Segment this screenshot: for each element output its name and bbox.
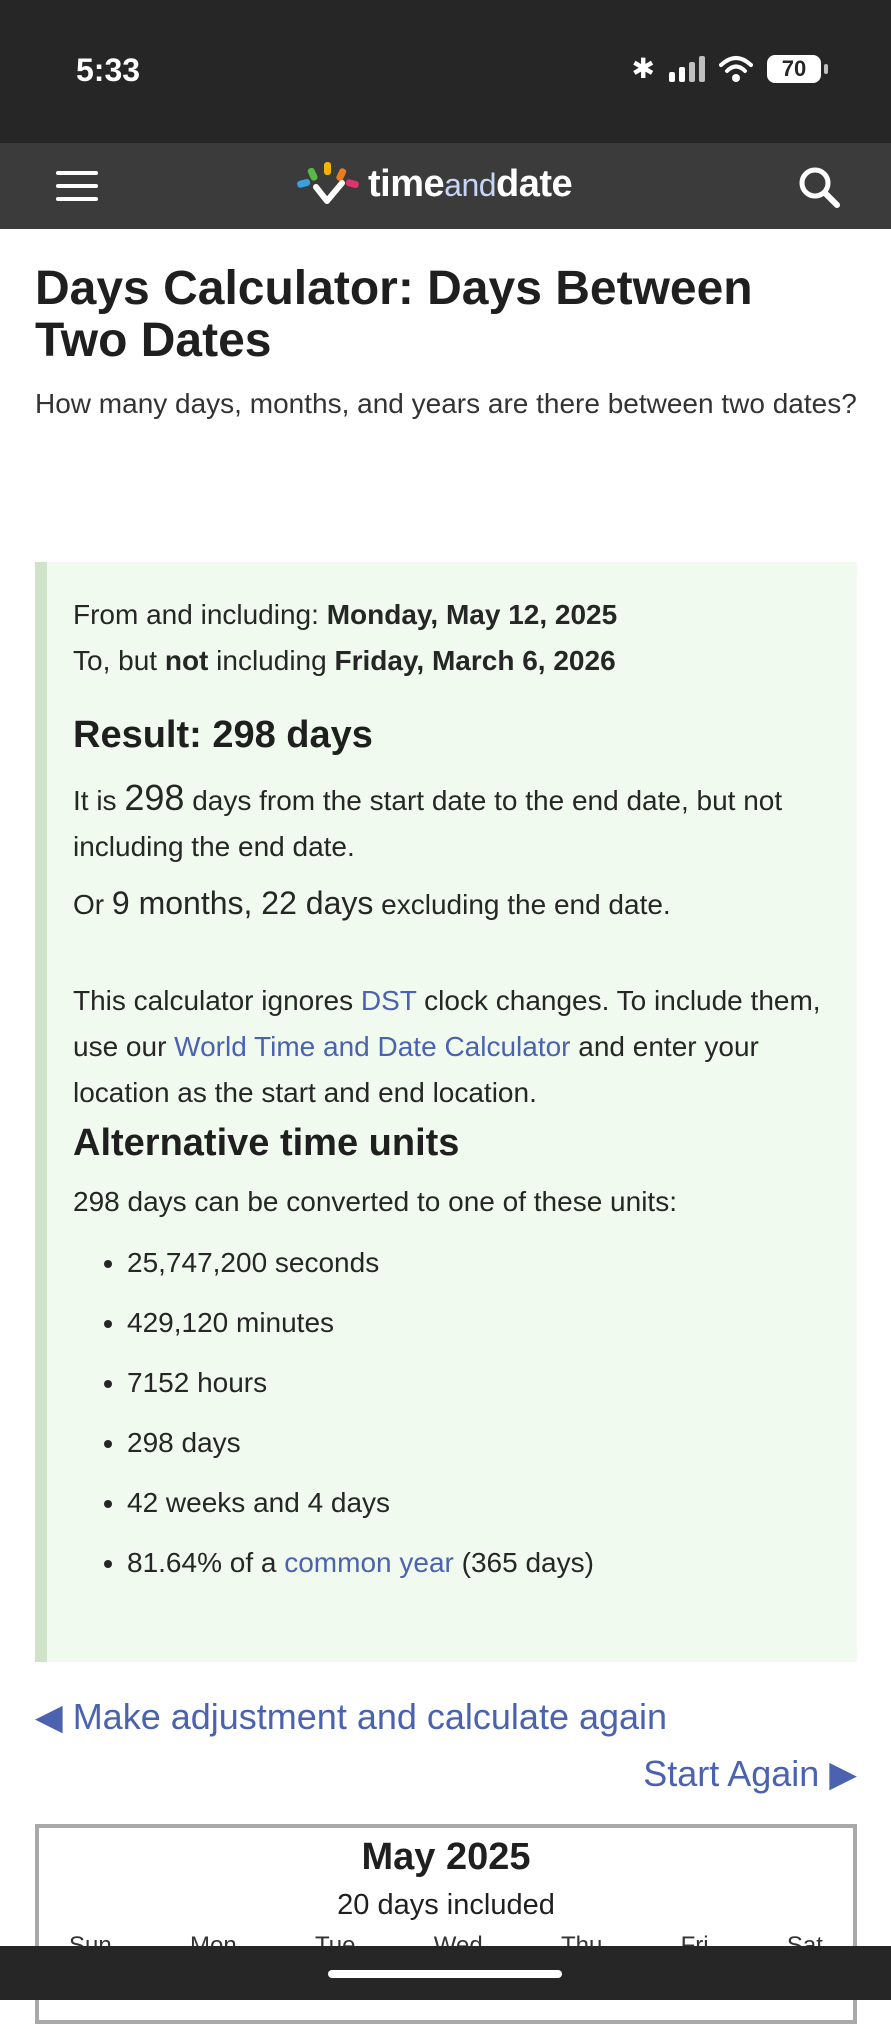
list-item: • 25,747,200 seconds xyxy=(127,1233,829,1293)
menu-icon[interactable] xyxy=(56,171,98,201)
page-title: Days Calculator: Days Between Two Dates xyxy=(35,262,753,367)
site-logo[interactable] xyxy=(294,159,572,209)
top-navbar xyxy=(0,143,891,229)
wifi-icon xyxy=(719,55,753,83)
home-indicator-bar xyxy=(0,1946,891,2000)
result-days-text: It is 298 days from the start date to the end date, but not including the end date. xyxy=(73,777,783,862)
from-line: From and including: Monday, May 12, 2025 xyxy=(73,599,618,630)
result-heading: Result: 298 days xyxy=(73,714,373,756)
result-months-text: Or 9 months, 22 days excluding the end date. xyxy=(73,885,671,921)
calendar-subtitle: 20 days included xyxy=(337,1889,555,1921)
calendar-title: May 2025 xyxy=(361,1836,531,1878)
list-item: • 7152 hours xyxy=(127,1353,829,1413)
list-item: • 429,120 minutes xyxy=(127,1293,829,1353)
start-again-link[interactable]: Start Again ▶ xyxy=(643,1753,857,1794)
common-year-link[interactable]: common year xyxy=(284,1547,454,1578)
logo-mark-icon xyxy=(294,159,364,209)
alt-units-heading: Alternative time units xyxy=(73,1122,460,1164)
bluetooth-icon: ✱ xyxy=(631,53,655,84)
list-item: • 298 days xyxy=(127,1413,829,1473)
search-icon[interactable] xyxy=(797,165,841,209)
to-line: To, but not including Friday, March 6, 2026 xyxy=(73,645,616,676)
dst-note: This calculator ignores DST clock changes. To include them, use our World Time and Date Calculator and enter your location as the start and end location. xyxy=(73,985,821,1108)
battery-icon: 70 xyxy=(767,55,821,83)
result-box xyxy=(35,562,857,1662)
status-bar xyxy=(0,0,891,143)
alt-units-intro: 298 days can be converted to one of these units: xyxy=(73,1186,677,1217)
page-header xyxy=(35,229,857,427)
alt-units-list xyxy=(73,1233,829,1593)
home-indicator[interactable] xyxy=(328,1970,562,1978)
logo-text: timeanddate xyxy=(368,162,573,205)
world-time-calculator-link[interactable]: World Time and Date Calculator xyxy=(174,1031,571,1062)
signal-icon xyxy=(669,56,705,82)
page-subtitle: How many days, months, and years are there between two dates? xyxy=(35,388,857,419)
list-item: • 42 weeks and 4 days xyxy=(127,1473,829,1533)
status-time: 5:33 xyxy=(76,52,141,88)
list-item: • 81.64% of a common year (365 days) xyxy=(127,1533,829,1593)
status-icons xyxy=(632,52,821,85)
dst-link[interactable]: DST xyxy=(360,985,417,1016)
adjust-calculate-link[interactable]: ◀ Make adjustment and calculate again xyxy=(35,1696,668,1737)
